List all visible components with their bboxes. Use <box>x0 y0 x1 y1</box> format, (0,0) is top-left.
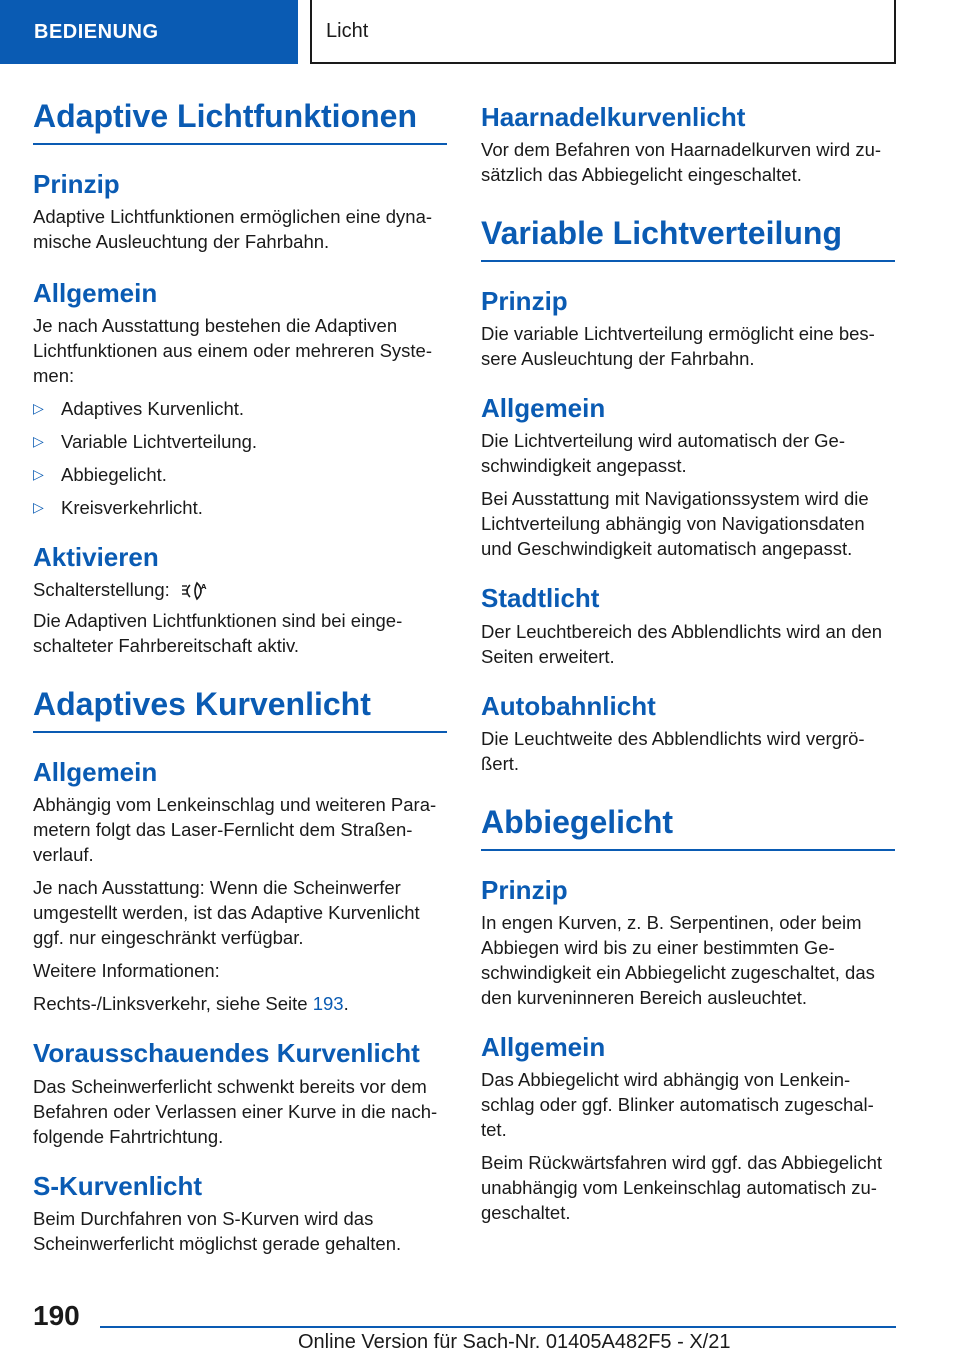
heading-s-kurvenlicht: S-Kurvenlicht <box>33 1170 203 1201</box>
autobahn-text: Die Leuchtweite des Abblendlichts wird vergrö-ßert. <box>481 727 865 774</box>
page-number: 190 <box>33 1300 80 1331</box>
haarnadel-text: Vor dem Befahren von Haarnadelkurven wird zu-sätzlich das Abbiegelicht eingeschaltet. <box>481 139 882 186</box>
heading-allgemein: Allgemein <box>33 277 158 308</box>
vorausschau-text: Das Scheinwerferlicht schwenkt bereits vor dem Befahren oder Verlassen einer Kurve in die nach-folgende Fahrtrichtung. <box>33 1075 438 1147</box>
triangle-bullet-icon: ▷ <box>33 433 44 450</box>
heading-autobahnlicht: Autobahnlicht <box>481 690 656 721</box>
abb-allgemein-text-2: Beim Rückwärtsfahren wird ggf. das Abbiegelicht unabhängig vom Lenkeinschlag automatisch zu-geschaltet. <box>481 1151 883 1223</box>
var-prinzip-text: Die variable Lichtverteilung ermöglicht eine bes-sere Ausleuchtung der Fahrbahn. <box>481 323 875 370</box>
prinzip-text: Adaptive Lichtfunktionen ermöglichen eine dyna-mische Ausleuchtung der Fahrbahn. <box>33 205 433 252</box>
allgemein-text: Je nach Ausstattung bestehen die Adaptiven Lichtfunktionen aus einem oder mehreren Syste-men: <box>33 315 432 387</box>
heading-variable-lichtverteilung: Variable Lichtverteilung <box>481 215 895 262</box>
kurven-text-1: Abhängig vom Lenkeinschlag und weiteren Para-metern folgt das Laser-Fernlicht dem Straßen-verlauf. <box>33 794 437 866</box>
abb-prinzip-text: In engen Kurven, z. B. Serpentinen, oder beim Abbiegen wird bis zu einer bestimmten Ge-schwindigkeit ein Abbiegelicht zugeschaltet, das den kurveninneren Bereich ausleuchtet. <box>481 911 875 1008</box>
heading-abb-prinzip: Prinzip <box>481 874 568 905</box>
chapter-title: Licht <box>310 0 896 64</box>
heading-adaptives-kurvenlicht: Adaptives Kurvenlicht <box>33 686 447 733</box>
var-allgemein-text-1: Die Lichtverteilung wird automatisch der Ge-schwindigkeit angepasst. <box>481 430 845 477</box>
heading-haarnadelkurvenlicht: Haarnadelkurvenlicht <box>481 102 746 132</box>
triangle-bullet-icon: ▷ <box>33 400 44 417</box>
list-item: ▷ Abbiegelicht. <box>33 464 167 486</box>
heading-aktivieren: Aktivieren <box>33 542 159 573</box>
page-link-193[interactable]: 193 <box>312 993 344 1015</box>
list-item: ▷ Variable Lichtverteilung. <box>33 431 258 453</box>
heading-stadtlicht: Stadtlicht <box>481 583 600 614</box>
left-column <box>33 98 447 1256</box>
kurven-text-2: Je nach Ausstattung: Wenn die Scheinwerfer umgestellt werden, ist das Adaptive Kurvenlicht ggf. nur eingeschränkt verfügbar. <box>33 877 420 949</box>
heading-kurven-allgemein: Allgemein <box>33 757 158 788</box>
auto-light-icon <box>181 580 211 602</box>
list-item: ▷ Kreisverkehrlicht. <box>33 497 203 519</box>
s-kurven-text: Beim Durchfahren von S-Kurven wird das Scheinwerferlicht möglichst gerade gehalten. <box>33 1207 402 1254</box>
kurven-text-4: Rechts-/Linksverkehr, siehe Seite 193. <box>33 993 349 1015</box>
heading-adaptive-lichtfunktionen: Adaptive Lichtfunktionen <box>33 98 447 145</box>
abb-allgemein-text-1: Das Abbiegelicht wird abhängig von Lenkein-schlag oder ggf. Blinker automatisch zugeschal-tet. <box>481 1068 874 1140</box>
var-allgemein-text-2: Bei Ausstattung mit Navigationssystem wird die Lichtverteilung abhängig von Navigationsdaten und Geschwindigkeit automatisch angepasst. <box>481 488 869 560</box>
kurven-text-3: Weitere Informationen: <box>33 960 220 982</box>
triangle-bullet-icon: ▷ <box>33 466 44 483</box>
section-tab: BEDIENUNG <box>0 0 298 64</box>
footer-version-text: Online Version für Sach-Nr. 01405A482F5 - X/21 <box>298 1331 731 1353</box>
heading-vorausschauendes-kurvenlicht: Vorausschauendes Kurvenlicht <box>33 1038 420 1069</box>
svg-text:A: A <box>200 583 207 592</box>
aktivieren-switch-row: Schalterstellung: A <box>33 577 447 602</box>
aktivieren-text: Die Adaptiven Lichtfunktionen sind bei einge-schalteter Fahrbereitschaft aktiv. <box>33 610 403 657</box>
stadt-text: Der Leuchtbereich des Abblendlichts wird an den Seiten erweitert. <box>481 620 883 667</box>
heading-abbiegelicht: Abbiegelicht <box>481 804 895 851</box>
heading-prinzip: Prinzip <box>33 168 120 199</box>
heading-abb-allgemein: Allgemein <box>481 1031 606 1062</box>
heading-var-prinzip: Prinzip <box>481 285 568 316</box>
footer-divider <box>100 1326 896 1328</box>
list-item: ▷ Adaptives Kurvenlicht. <box>33 398 245 420</box>
function-list <box>33 396 447 520</box>
heading-var-allgemein: Allgemein <box>481 393 606 424</box>
right-column <box>481 102 895 1225</box>
triangle-bullet-icon: ▷ <box>33 499 44 516</box>
